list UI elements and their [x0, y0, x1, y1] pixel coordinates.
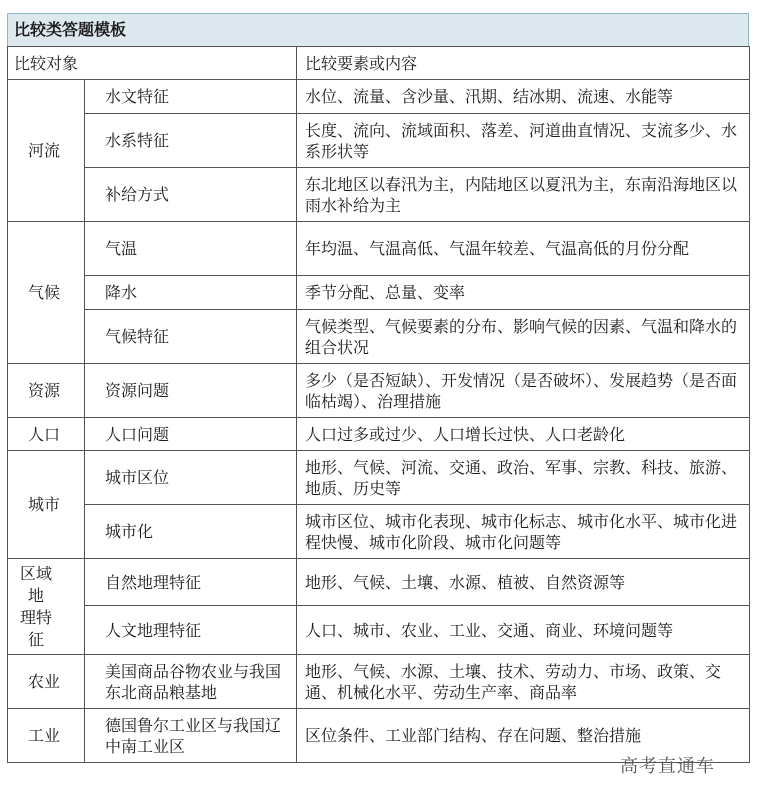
content-cell: 地形、气候、水源、土壤、技术、劳动力、市场、政策、交通、机械化水平、劳动生产率、商品率: [297, 655, 750, 709]
sub-item: 资源问题: [85, 364, 297, 418]
comparison-table: [7, 46, 750, 763]
category-region-line: 区域: [20, 563, 53, 583]
category-climate: 气候: [8, 222, 85, 364]
table-row: [8, 505, 750, 559]
category-agriculture: 农业: [8, 655, 85, 709]
content-cell: 区位条件、工业部门结构、存在问题、整治措施: [297, 709, 750, 763]
content-cell: 长度、流向、流域面积、落差、河道曲直情况、支流多少、水系形状等: [297, 114, 750, 168]
table-row: [8, 222, 750, 276]
sub-item: 降水: [85, 276, 297, 310]
sub-item: 美国商品谷物农业与我国东北商品粮基地: [85, 655, 297, 709]
content-cell: 季节分配、总量、变率: [297, 276, 750, 310]
sub-item: 气候特征: [85, 310, 297, 364]
sub-item: 自然地理特征: [85, 559, 297, 606]
table-row: [8, 451, 750, 505]
content-cell: 地形、气候、河流、交通、政治、军事、宗教、科技、旅游、地质、历史等: [297, 451, 750, 505]
table-row: [8, 168, 750, 222]
sub-item: 人口问题: [85, 418, 297, 451]
sub-item: 补给方式: [85, 168, 297, 222]
content-cell: 气候类型、气候要素的分布、影响气候的因素、气温和降水的组合状况: [297, 310, 750, 364]
content-cell: 地形、气候、土壤、水源、植被、自然资源等: [297, 559, 750, 606]
content-cell: 多少（是否短缺）、开发情况（是否破坏）、发展趋势（是否面临枯竭）、治理措施: [297, 364, 750, 418]
category-industry: 工业: [8, 709, 85, 763]
table-row: [8, 606, 750, 655]
category-region-line: 地: [28, 585, 45, 605]
content-cell: 东北地区以春汛为主，内陆地区以夏汛为主，东南沿海地区以雨水补给为主: [297, 168, 750, 222]
table-row: [8, 310, 750, 364]
table-row: [8, 114, 750, 168]
category-region: [8, 559, 85, 655]
table-title: 比较类答题模板: [7, 13, 749, 46]
header-row: [8, 47, 750, 80]
header-content: 比较要素或内容: [297, 47, 750, 80]
content-cell: 人口、城市、农业、工业、交通、商业、环境问题等: [297, 606, 750, 655]
category-region-label: [20, 563, 70, 651]
table-row: [8, 559, 750, 606]
content-cell: 城市区位、城市化表现、城市化标志、城市化水平、城市化进程快慢、城市化阶段、城市化问题等: [297, 505, 750, 559]
category-city: 城市: [8, 451, 85, 559]
table-row: [8, 655, 750, 709]
sub-item: 水系特征: [85, 114, 297, 168]
sub-item: 水文特征: [85, 80, 297, 114]
table-row: [8, 80, 750, 114]
category-population: 人口: [8, 418, 85, 451]
sub-item: 城市区位: [85, 451, 297, 505]
category-region-line: 征: [28, 629, 45, 649]
content-cell: 年均温、气温高低、气温年较差、气温高低的月份分配: [297, 222, 750, 276]
category-region-line: 理特: [20, 607, 53, 627]
content-cell: 人口过多或过少、人口增长过快、人口老龄化: [297, 418, 750, 451]
sub-item: 气温: [85, 222, 297, 276]
watermark-text: 高考直通车: [620, 756, 715, 777]
content-cell: 水位、流量、含沙量、汛期、结冰期、流速、水能等: [297, 80, 750, 114]
category-resource: 资源: [8, 364, 85, 418]
header-object: 比较对象: [8, 47, 297, 80]
table-row: [8, 418, 750, 451]
table-row: [8, 276, 750, 310]
comparison-template: [7, 13, 749, 763]
sub-item: 城市化: [85, 505, 297, 559]
sub-item: 人文地理特征: [85, 606, 297, 655]
table-row: [8, 364, 750, 418]
sub-item: 德国鲁尔工业区与我国辽中南工业区: [85, 709, 297, 763]
category-river: 河流: [8, 80, 85, 222]
